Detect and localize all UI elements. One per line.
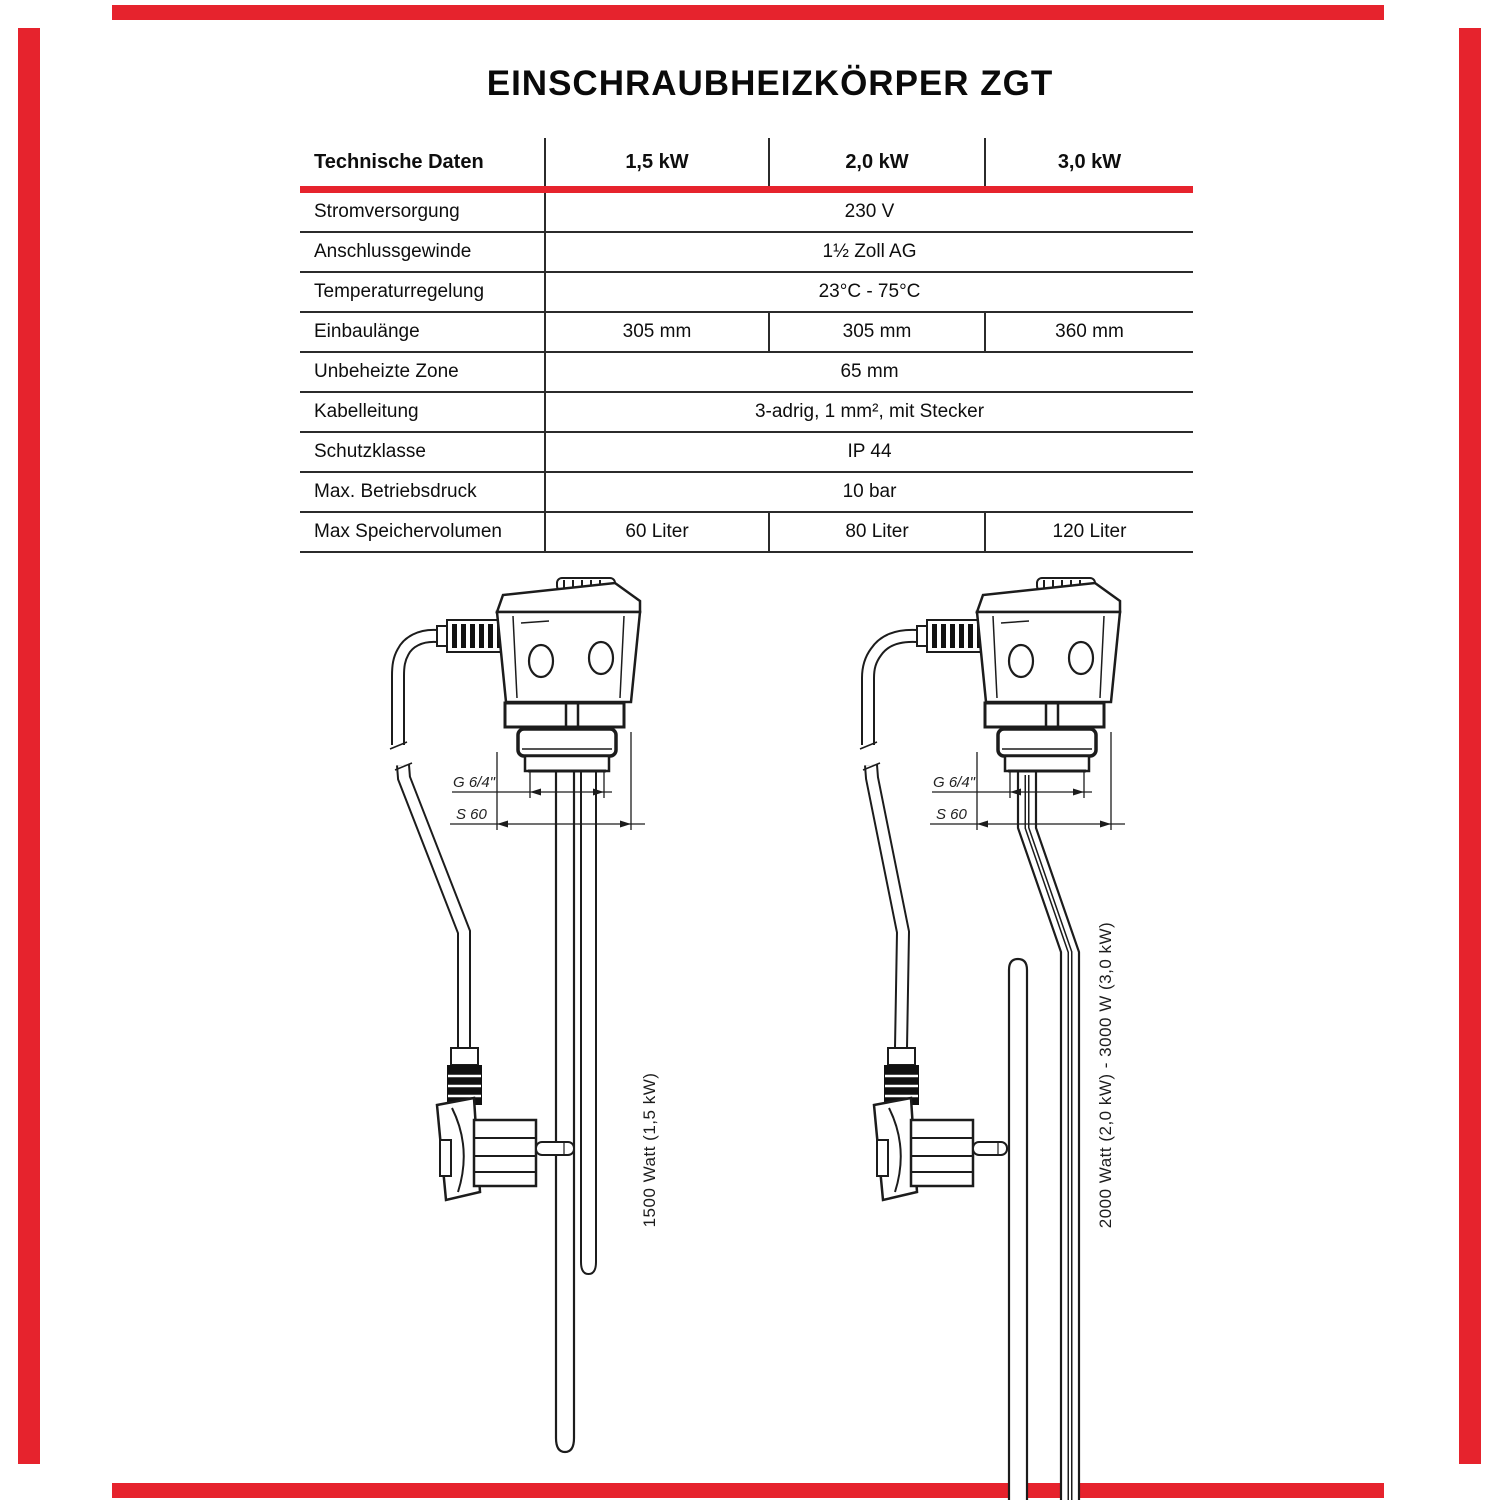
schuko-plug [874,1048,1007,1200]
row-value-col-3: 120 Liter [984,513,1193,551]
row-label: Max Speichervolumen [300,513,546,551]
heater-drawing-2-3kw [860,578,1125,1500]
row-label: Kabelleitung [300,393,546,431]
heating-rod [556,772,574,1452]
thread-dimension-label: G 6/4" [453,774,496,791]
row-value-col-2: 305 mm [768,313,984,351]
row-value: 10 bar [842,481,897,502]
row-label: Anschlussgewinde [300,233,546,271]
row-label: Einbaulänge [300,313,546,351]
row-value-col-3: 360 mm [984,313,1193,351]
thread-dimension-label: G 6/4" [933,774,976,791]
heater-drawing-1-5kw [390,578,645,1452]
table-header-col-3: 3,0 kW [984,138,1193,186]
power-rating-label-left: 1500 Watt (1,5 kW) [640,1072,659,1228]
thermostat-head [930,578,1125,830]
table-header-col-1: 1,5 kW [625,150,689,173]
row-label: Max. Betriebsdruck [300,473,546,511]
cable-gland [917,620,986,652]
cable-gland [437,620,506,652]
power-cable [390,636,464,1048]
row-value-col-2: 80 Liter [768,513,984,551]
page-title: EINSCHRAUBHEIZKÖRPER ZGT [486,64,1054,103]
row-value: 23°C - 75°C [818,281,921,302]
row-label: Temperaturregelung [300,273,546,311]
wrench-dimension-label: S 60 [456,806,487,823]
row-value: 1½ Zoll AG [822,241,917,262]
wrench-dimension-label: S 60 [936,806,967,823]
row-value-col-1: 305 mm [622,321,692,342]
row-value: 65 mm [840,361,899,382]
row-value: IP 44 [847,441,892,462]
thermostat-head [450,578,645,830]
row-label: Stromversorgung [300,193,546,231]
row-value: 3-adrig, 1 mm², mit Stecker [754,401,985,422]
row-label: Schutzklasse [300,433,546,471]
table-header-label: Technische Daten [300,138,546,186]
row-value-col-1: 60 Liter [625,521,689,542]
table-header-col-2: 2,0 kW [768,138,984,186]
power-rating-label-right: 2000 Watt (2,0 kW) - 3000 W (3,0 kW) [1096,921,1115,1229]
power-cable [860,636,917,1048]
row-value: 230 V [844,201,895,222]
sensor-tube [581,772,596,1274]
schuko-plug [437,1048,574,1200]
row-label: Unbeheizte Zone [300,353,546,391]
